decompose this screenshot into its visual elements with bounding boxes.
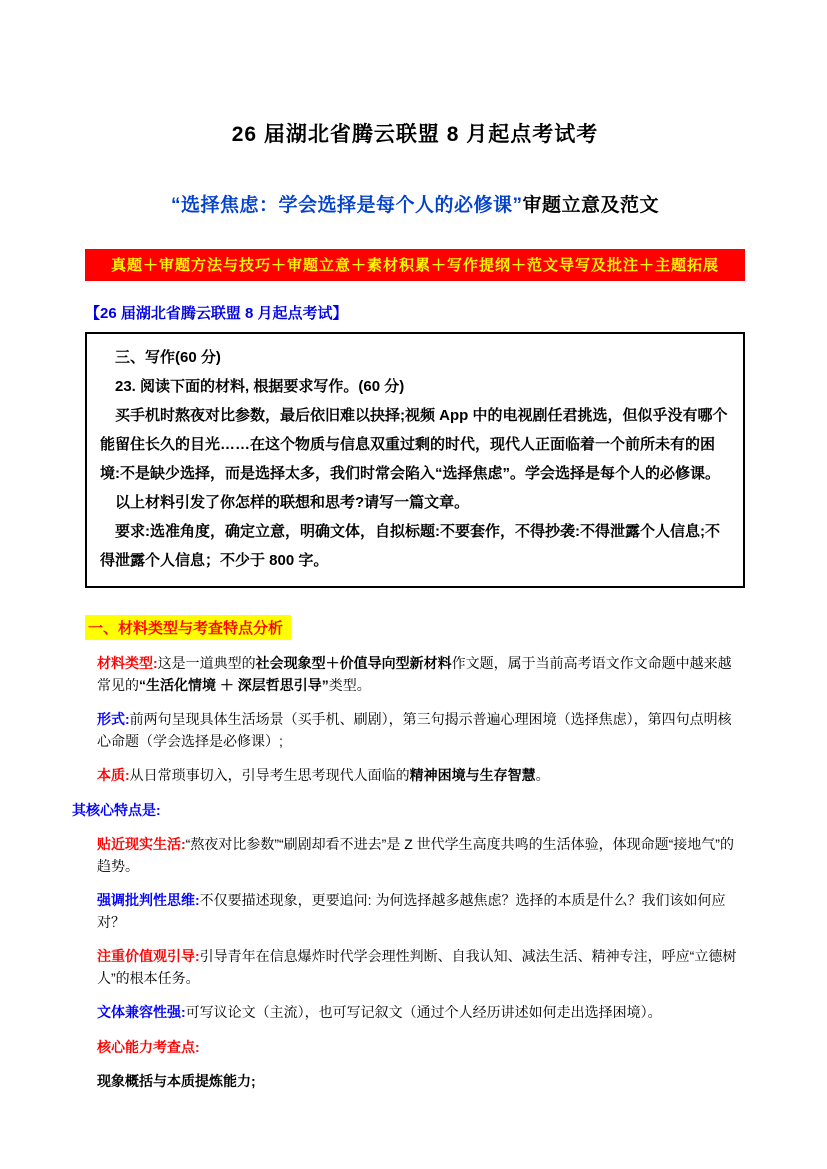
bullet-label: 强调批判性思维: xyxy=(97,892,200,908)
bullet-text: 可写议论文（主流），也可写记叙文（通过个人经历讲述如何走出选择困境）。 xyxy=(185,1004,662,1020)
text-run: 从日常琐事切入，引导考生思考现代人面临的 xyxy=(129,767,410,783)
contents-banner: 真题＋审题方法与技巧＋审题立意＋素材积累＋写作提纲＋范文导写及批注＋主题拓展 xyxy=(85,249,745,281)
material-type-label: 材料类型: xyxy=(97,655,158,671)
exam-question-number: 23. 阅读下面的材料, 根据要求写作。(60 分) xyxy=(115,378,405,395)
page-subtitle xyxy=(85,190,745,217)
exam-part-heading: 三、写作(60 分) xyxy=(115,349,221,366)
exam-question-box xyxy=(85,332,745,588)
bullet-label: 注重价值观引导: xyxy=(97,948,200,964)
text-run: 类型。 xyxy=(328,677,371,693)
exam-prompt-line: 以上材料引发了你怎样的联想和思考?请写一篇文章。 xyxy=(115,494,470,511)
bullet-text: 引导青年在信息爆炸时代学会理性判断、自我认知、减法生活、精神专注，呼应“立德树人”的根本任务。 xyxy=(97,948,737,986)
text-run: 前两句呈现具体生活场景（买手机、刷剧），第三句揭示普遍心理困境（选择焦虑），第四句点明核心命题（学会选择是必修课）; xyxy=(97,711,732,749)
core-features-subheading: 其核心特点是: xyxy=(72,802,161,818)
bullet-genre-compatibility xyxy=(97,1001,745,1023)
exam-section-heading: 【26 届湖北省腾云联盟 8 月起点考试】 xyxy=(85,305,348,322)
bullet-label: 文体兼容性强: xyxy=(97,1004,186,1020)
exam-material-paragraph: 买手机时熬夜对比参数，最后依旧难以抉择;视频 App 中的电视剧任君挑选，但似乎没有哪个能留住长久的目光……在这个物质与信息双重过剩的时代，现代人正面临着一个前所未有的困境:不是缺少选择，而是选择太多，我们时常会陷入“选择焦虑”。学会选择是每个人的必修课。 xyxy=(100,407,728,482)
page-title: 26 届湖北省腾云联盟 8 月起点考试考 xyxy=(231,123,599,146)
analysis-section xyxy=(72,588,745,1092)
essence-paragraph xyxy=(97,764,745,786)
analysis-heading: 一、材料类型与考查特点分析 xyxy=(85,615,291,640)
subtitle-quote: “选择焦虑：学会选择是每个人的必修课” xyxy=(170,195,523,216)
bold-run: 精神困境与生存智慧 xyxy=(409,767,536,783)
bold-run: “生活化情境 ＋ 深层哲思引导” xyxy=(139,677,329,693)
bullet-text: “熬夜对比参数”“刷剧却看不进去”是 Z 世代学生高度共鸣的生活体验，体现命题“接地气”的趋势。 xyxy=(97,836,734,874)
text-run: 作文题，属于当前高考语文作文命题中越来越常见的 xyxy=(97,655,732,693)
text-run: 这是一道典型的 xyxy=(157,655,256,671)
bullet-text: 不仅要描述现象，更要追问: 为何选择越多越焦虑？选择的本质是什么？我们该如何应对？ xyxy=(97,892,726,930)
exam-points-label: 核心能力考查点: xyxy=(97,1039,200,1055)
material-type-paragraph xyxy=(97,652,745,696)
bold-run: 社会现象型＋价值导向型新材料 xyxy=(255,655,452,671)
exam-points-item: 现象概括与本质提炼能力; xyxy=(97,1073,256,1089)
bullet-real-life xyxy=(97,833,745,877)
essence-label: 本质: xyxy=(97,767,130,783)
text-run: 。 xyxy=(535,767,550,783)
bullet-label: 贴近现实生活: xyxy=(97,836,186,852)
form-label: 形式: xyxy=(97,711,130,727)
form-paragraph xyxy=(97,708,745,752)
bullet-values-guidance xyxy=(97,945,745,989)
exam-requirements-line: 要求:选准角度，确定立意，明确文体，自拟标题:不要套作，不得抄袭:不得泄露个人信息;不得泄露个人信息；不少于 800 字。 xyxy=(100,523,720,569)
subtitle-rest: 审题立意及范文 xyxy=(522,195,660,216)
bullet-critical-thinking xyxy=(97,889,745,933)
